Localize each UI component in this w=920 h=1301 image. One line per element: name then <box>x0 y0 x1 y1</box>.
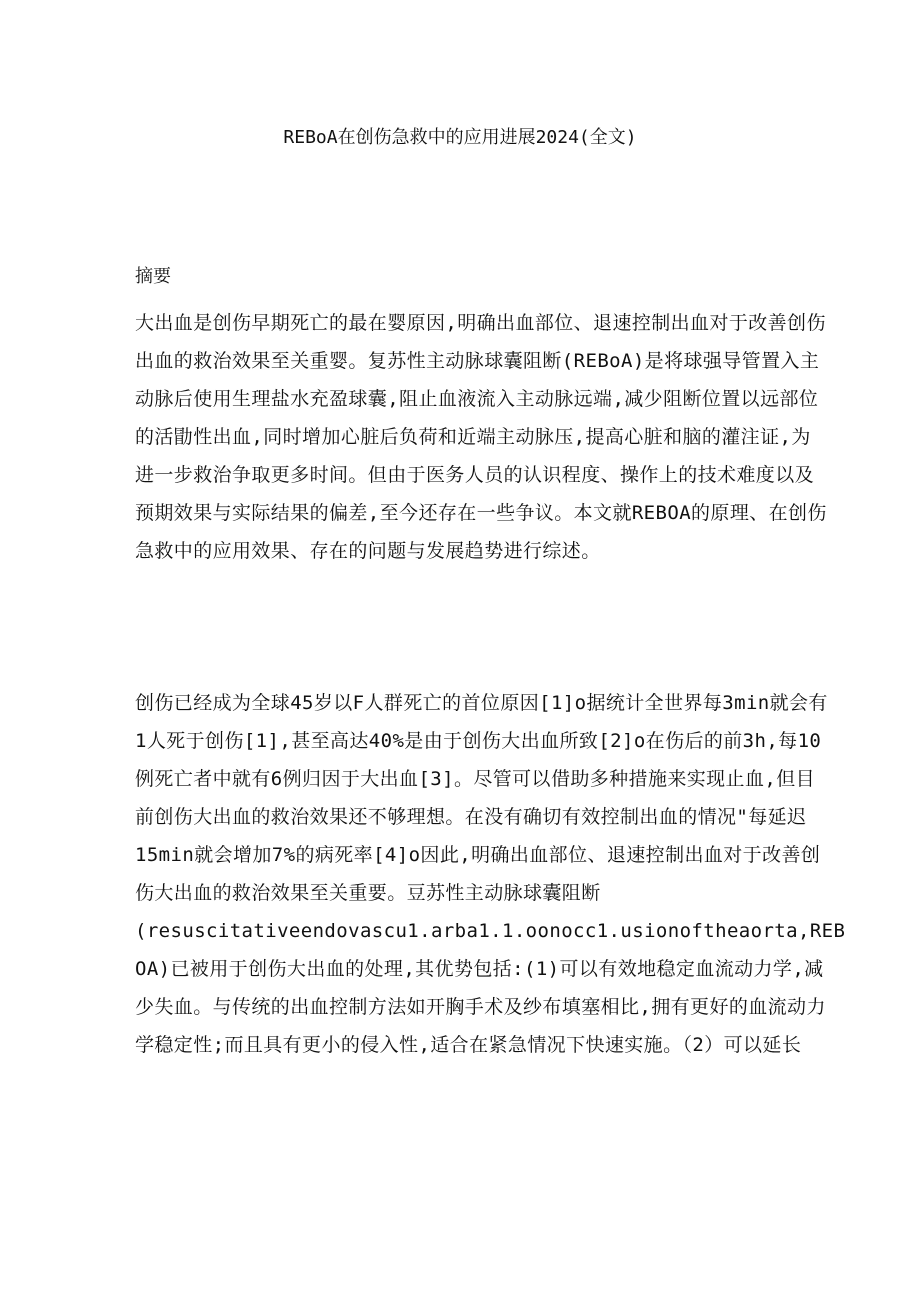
body-line: OA)已被用于创伤大出血的处理,其优势包括:(1)可以有效地稳定血流动力学,减 <box>135 958 824 980</box>
body-line: 15min就会增加7%的病死率[4]o因此,明确出血部位、退速控制出血对于改善创 <box>135 844 821 866</box>
body-line: 少失血。与传统的出血控制方法如开胸手术及纱布填塞相比,拥有更好的血流动力 <box>135 996 826 1018</box>
abstract-line: 预期效果与实际结果的偏差,至今还存在一些争议。本文就REBOA的原理、在创伤 <box>135 502 827 524</box>
body-line: 创伤已经成为全球45岁以F人群死亡的首位原因[1]o据统计全世界每3min就会有 <box>135 692 828 714</box>
body-line: 例死亡者中就有6例归因于大出血[3]。尽管可以借助多种措施来实现止血,但目 <box>135 768 815 790</box>
abstract-line: 的活勖性出血,同时增加心脏后负荷和近端主动脉压,提高心脏和脑的灌注证,为 <box>135 426 811 448</box>
document-title: REBoA在创伤急救中的应用进展2024(全文) <box>283 127 637 148</box>
body-line: 学稳定性;而且具有更小的侵入性,适合在紧急情况下快速实施。（2）可以延长 <box>135 1034 802 1056</box>
body-line: 伤大出血的救治效果至关重要。豆苏性主动脉球囊阻断 <box>135 882 601 904</box>
body-line: 前创伤大出血的救治效果还不够理想。在没有确切有效控制出血的情况"每延迟 <box>135 806 807 828</box>
abstract-line: 急救中的应用效果、存在的问题与发展趋势进行综述。 <box>135 540 601 562</box>
abstract-line: 进一步救治争取更多时间。但由于医务人员的认识程度、操作上的技术难度以及 <box>135 464 815 486</box>
body-line: 1人死于创伤[1],甚至高达40%是由于创伤大出血所致[2]o在伤后的前3h,每10 <box>135 730 822 752</box>
body-paragraph <box>135 684 846 1064</box>
body-line: (resuscitativeendovascu1.arba1.1.oonocc1.usionoftheaorta,REB <box>135 920 846 942</box>
abstract-line: 出血的救治效果至关重婴。复苏性主动脉球囊阻断(REBoA)是将球强导管置入主 <box>135 350 820 372</box>
abstract-paragraph <box>135 304 827 570</box>
abstract-line: 动脉后使用生理盐水充盈球囊,阻止血液流入主动脉远端,减少阻断位置以远部位 <box>135 388 819 410</box>
abstract-heading: 摘要 <box>135 266 171 287</box>
abstract-line: 大出血是创伤早期死亡的最在婴原因,明确出血部位、退速控制出血对于改善创伤 <box>135 312 826 334</box>
